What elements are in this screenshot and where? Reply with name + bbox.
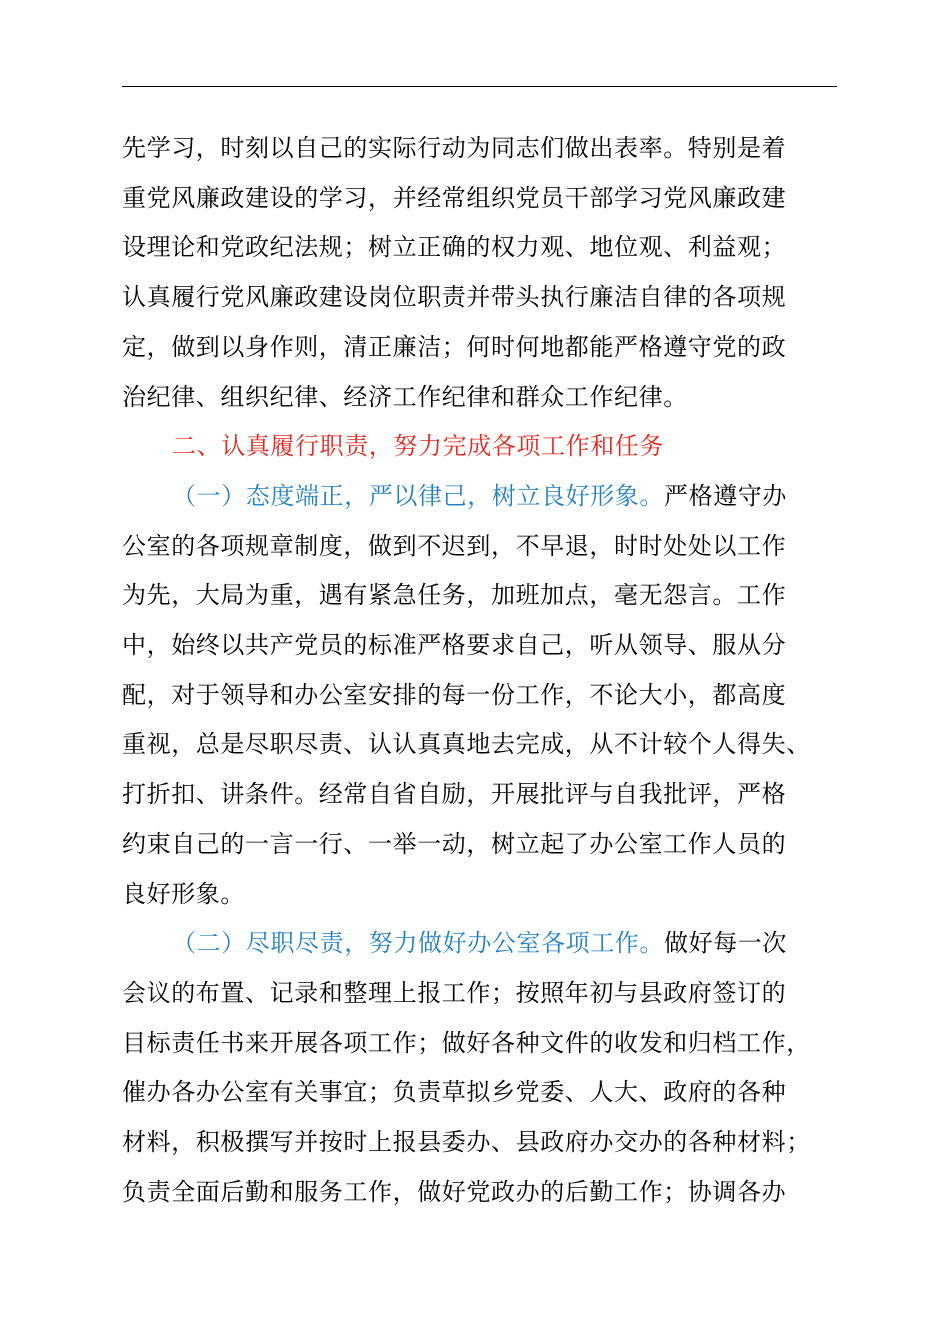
text-line: 配，对于领导和办公室安排的每一份工作，不论大小，都高度 [122, 680, 787, 709]
text-line: 会议的布置、记录和整理上报工作；按照年初与县政府签订的 [122, 978, 787, 1007]
text-line: 约束自己的一言一行、一举一动，树立起了办公室工作人员的 [122, 829, 787, 858]
text-line: 目标责任书来开展各项工作；做好各种文件的收发和归档工作， [122, 1028, 811, 1057]
text-line: 良好形象。 [122, 879, 245, 908]
text-fragment: 做好每一次 [664, 929, 787, 958]
text-line: 认真履行党风廉政建设岗位职责并带头执行廉洁自律的各项规 [122, 283, 787, 312]
section-heading-2 [122, 422, 842, 472]
subheading-duties: （二）尽职尽责，努力做好办公室各项工作。 [172, 929, 664, 958]
text-line: 为先，大局为重，遇有紧急任务，加班加点，毫无怨言。工作 [122, 581, 787, 610]
text-line: 中，始终以共产党员的标准严格要求自己，听从领导、服从分 [122, 631, 787, 660]
paragraph-duties [122, 919, 842, 1217]
text-fragment: 严格遵守办 [664, 481, 787, 510]
text-line [122, 919, 842, 969]
paragraph-attitude [122, 472, 842, 919]
text-line: 催办各办公室有关事宜；负责草拟乡党委、人大、政府的各种 [122, 1078, 787, 1107]
paragraph-party-conduct [122, 124, 842, 422]
text-line: 重党风廉政建设的学习，并经常组织党员干部学习党风廉政建 [122, 183, 787, 212]
text-line: 设理论和党政纪法规；树立正确的权力观、地位观、利益观； [122, 233, 787, 262]
subheading-attitude: （一）态度端正，严以律己，树立良好形象。 [172, 481, 664, 510]
heading-text: 二、认真履行职责，努力完成各项工作和任务 [172, 432, 664, 461]
text-line: 材料，积极撰写并按时上报县委办、县政府办交办的各种材料； [122, 1128, 811, 1157]
text-line: 打折扣、讲条件。经常自省自励，开展批评与自我批评，严格 [122, 780, 787, 809]
text-line: 先学习，时刻以自己的实际行动为同志们做出表率。特别是着 [122, 134, 787, 162]
text-line: 治纪律、组织纪律、经济工作纪律和群众工作纪律。 [122, 382, 688, 411]
text-line [122, 472, 842, 522]
text-line: 重视，总是尽职尽责、认认真真地去完成，从不计较个人得失、 [122, 730, 811, 759]
text-line: 定，做到以身作则，清正廉洁；何时何地都能严格遵守党的政 [122, 332, 787, 361]
header-rule [122, 86, 837, 87]
text-line: 负责全面后勤和服务工作，做好党政办的后勤工作；协调各办 [122, 1177, 787, 1206]
document-body [122, 124, 842, 1217]
text-line: 公室的各项规章制度，做到不迟到，不早退，时时处处以工作 [122, 531, 787, 560]
